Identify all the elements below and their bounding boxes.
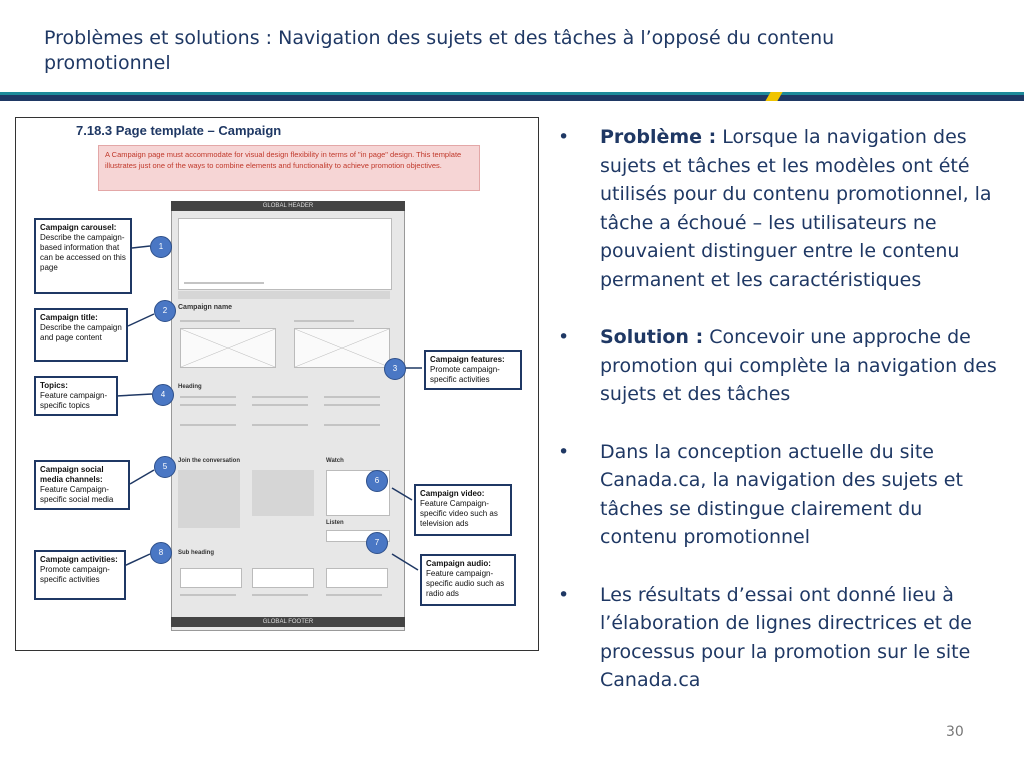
figure-heading: 7.18.3 Page template – Campaign: [76, 123, 282, 138]
callout-number-badge: 7: [366, 532, 388, 554]
callout-number-badge: 5: [154, 456, 176, 478]
callout-title: Campaign carousel:: [40, 223, 117, 232]
callout-campaign-audio: [420, 554, 516, 606]
slide-title: Problèmes et solutions : Navigation des sujets et des tâches à l’opposé du contenu promotionnel: [44, 27, 835, 74]
wireframe-sub-heading: Sub heading: [178, 550, 214, 556]
callout-title: Campaign activities:: [40, 555, 118, 564]
callout-number-badge: 1: [150, 236, 172, 258]
callout-title: Campaign audio:: [426, 559, 491, 568]
callout-number-badge: 8: [150, 542, 172, 564]
callout-number-badge: 3: [384, 358, 406, 380]
page-number: 30: [946, 724, 964, 740]
callout-text: Describe the campaign-based information that can be accessed on this page: [40, 233, 126, 272]
callout-social-media: [34, 460, 130, 510]
header-divider-bar: [0, 95, 1024, 101]
callout-title: Campaign video:: [420, 489, 485, 498]
callout-text: Feature Campaign-specific video such as television ads: [420, 499, 498, 528]
wireframe-global-header: GLOBAL HEADER: [171, 201, 405, 211]
wireframe-campaign-name: Campaign name: [178, 304, 233, 311]
callout-title: Campaign features:: [430, 355, 505, 364]
callout-campaign-carousel: [34, 218, 132, 294]
callout-number-badge: 6: [366, 470, 388, 492]
campaign-template-figure: [15, 117, 539, 651]
callout-campaign-title: [34, 308, 128, 362]
callout-campaign-video: [414, 484, 512, 536]
bullet-item: [558, 323, 998, 409]
callout-number-badge: 4: [152, 384, 174, 406]
wireframe-heading: Heading: [178, 384, 202, 390]
wireframe-listen: Listen: [326, 520, 344, 526]
bullet-text: Les résultats d’essai ont donné lieu à l’élaboration de lignes directrices et de processus pour la promotion sur le site Canada.ca: [600, 583, 972, 691]
wireframe-watch: Watch: [326, 458, 344, 464]
callout-title: Topics:: [40, 381, 68, 390]
bullet-key: Solution :: [600, 326, 704, 348]
bullet-item: [558, 123, 998, 294]
callout-text: Feature campaign-specific topics: [40, 391, 108, 410]
callout-text: Feature campaign-specific audio such as radio ads: [426, 569, 505, 598]
wireframe-global-footer: GLOBAL FOOTER: [171, 617, 405, 627]
callout-topics: [34, 376, 118, 416]
callout-title: Campaign title:: [40, 313, 98, 322]
bullet-text: Concevoir une approche de promotion qui complète la navigation des sujets et des tâches: [600, 326, 997, 405]
bullet-item: [558, 438, 998, 552]
bullet-key: Problème :: [600, 126, 717, 148]
bullet-list: [558, 123, 998, 724]
wireframe-join-conversation: Join the conversation: [178, 458, 241, 464]
callout-text: Feature Campaign-specific social media: [40, 485, 114, 504]
callout-number-badge: 2: [154, 300, 176, 322]
bullet-item: [558, 581, 998, 695]
callout-text: Promote campaign-specific activities: [40, 565, 110, 584]
callout-campaign-activities: [34, 550, 126, 600]
figure-note: A Campaign page must accommodate for visual design flexibility in terms of "in page" design. This template illustrates just one of the ways to combine elements and functionality to achieve promotion objectives.: [98, 145, 480, 191]
callout-campaign-features: [424, 350, 522, 390]
bullet-text: Dans la conception actuelle du site Canada.ca, la navigation des sujets et tâches se distingue clairement du contenu promotionnel: [600, 440, 963, 548]
bullet-text: Lorsque la navigation des sujets et tâches et les modèles ont été utilisés pour du contenu promotionnel, la tâche a échoué – les utilisateurs ne pouvaient distinguer entre le contenu permanent et les caractéristiques: [600, 126, 992, 291]
callout-title: Campaign social media channels:: [40, 465, 104, 484]
callout-text: Describe the campaign and page content: [40, 323, 122, 342]
callout-text: Promote campaign-specific activities: [430, 365, 500, 384]
